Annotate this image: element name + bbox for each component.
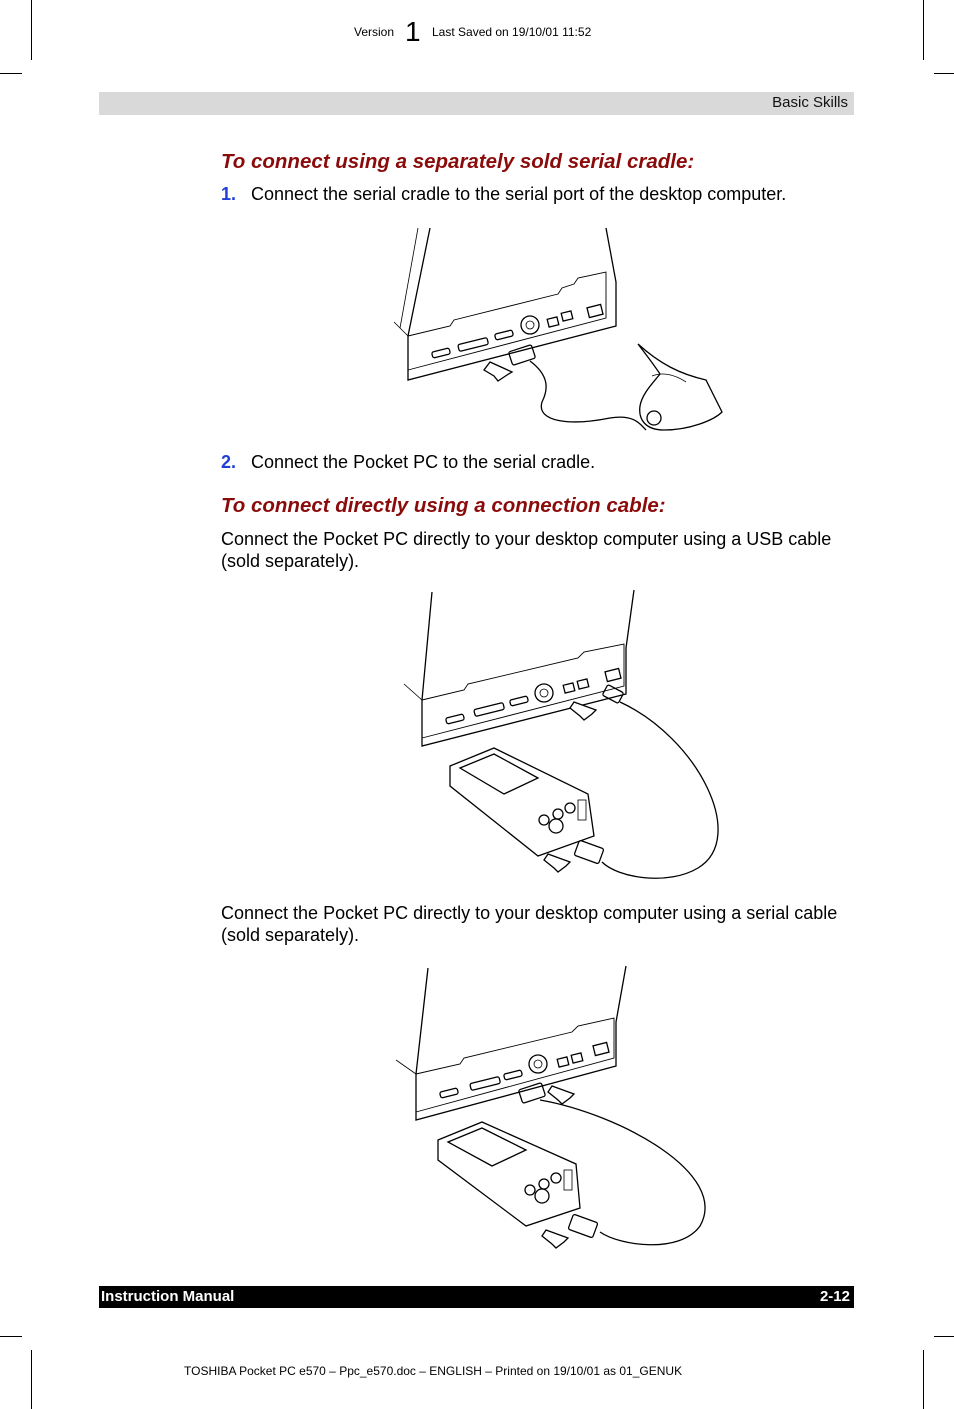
step-text: Connect the Pocket PC to the serial cradle. [251,452,596,472]
crop-mark [0,73,22,74]
step-2 [221,452,595,473]
figure-serial-cable [390,964,730,1254]
page-number: 2-12 [819,1288,850,1305]
figure-serial-cradle [390,224,730,436]
print-info: TOSHIBA Pocket PC e570 – Ppc_e570.doc – ENGLISH – Printed on 19/10/01 as 01_GENUK [184,1364,683,1378]
heading-serial-cradle: To connect using a separately sold serial cradle: [221,150,695,173]
version-line [0,16,954,47]
heading-connection-cable: To connect directly using a connection cable: [221,494,666,517]
crop-mark [934,73,954,74]
figure-usb-cable [398,588,738,884]
header-bar [99,92,854,115]
paragraph-usb: Connect the Pocket PC directly to your desktop computer using a USB cable (sold separately). [221,529,832,571]
section-title: Basic Skills [772,94,848,111]
footer-manual-title: Instruction Manual [101,1288,235,1305]
version-label: Version [354,25,395,39]
version-number: 1 [405,16,421,47]
footer-bar [99,1286,854,1308]
crop-mark [0,1336,22,1337]
step-text: Connect the serial cradle to the serial port of the desktop computer. [251,184,787,204]
last-saved: Last Saved on 19/10/01 11:52 [432,25,592,39]
paragraph-serial: Connect the Pocket PC directly to your desktop computer using a serial cable (sold separately). [221,903,838,945]
crop-mark [934,1336,954,1337]
step-1 [221,184,786,205]
step-number: 2. [221,452,237,472]
crop-mark [923,1350,924,1409]
step-number: 1. [221,184,237,204]
crop-mark [31,1350,32,1409]
